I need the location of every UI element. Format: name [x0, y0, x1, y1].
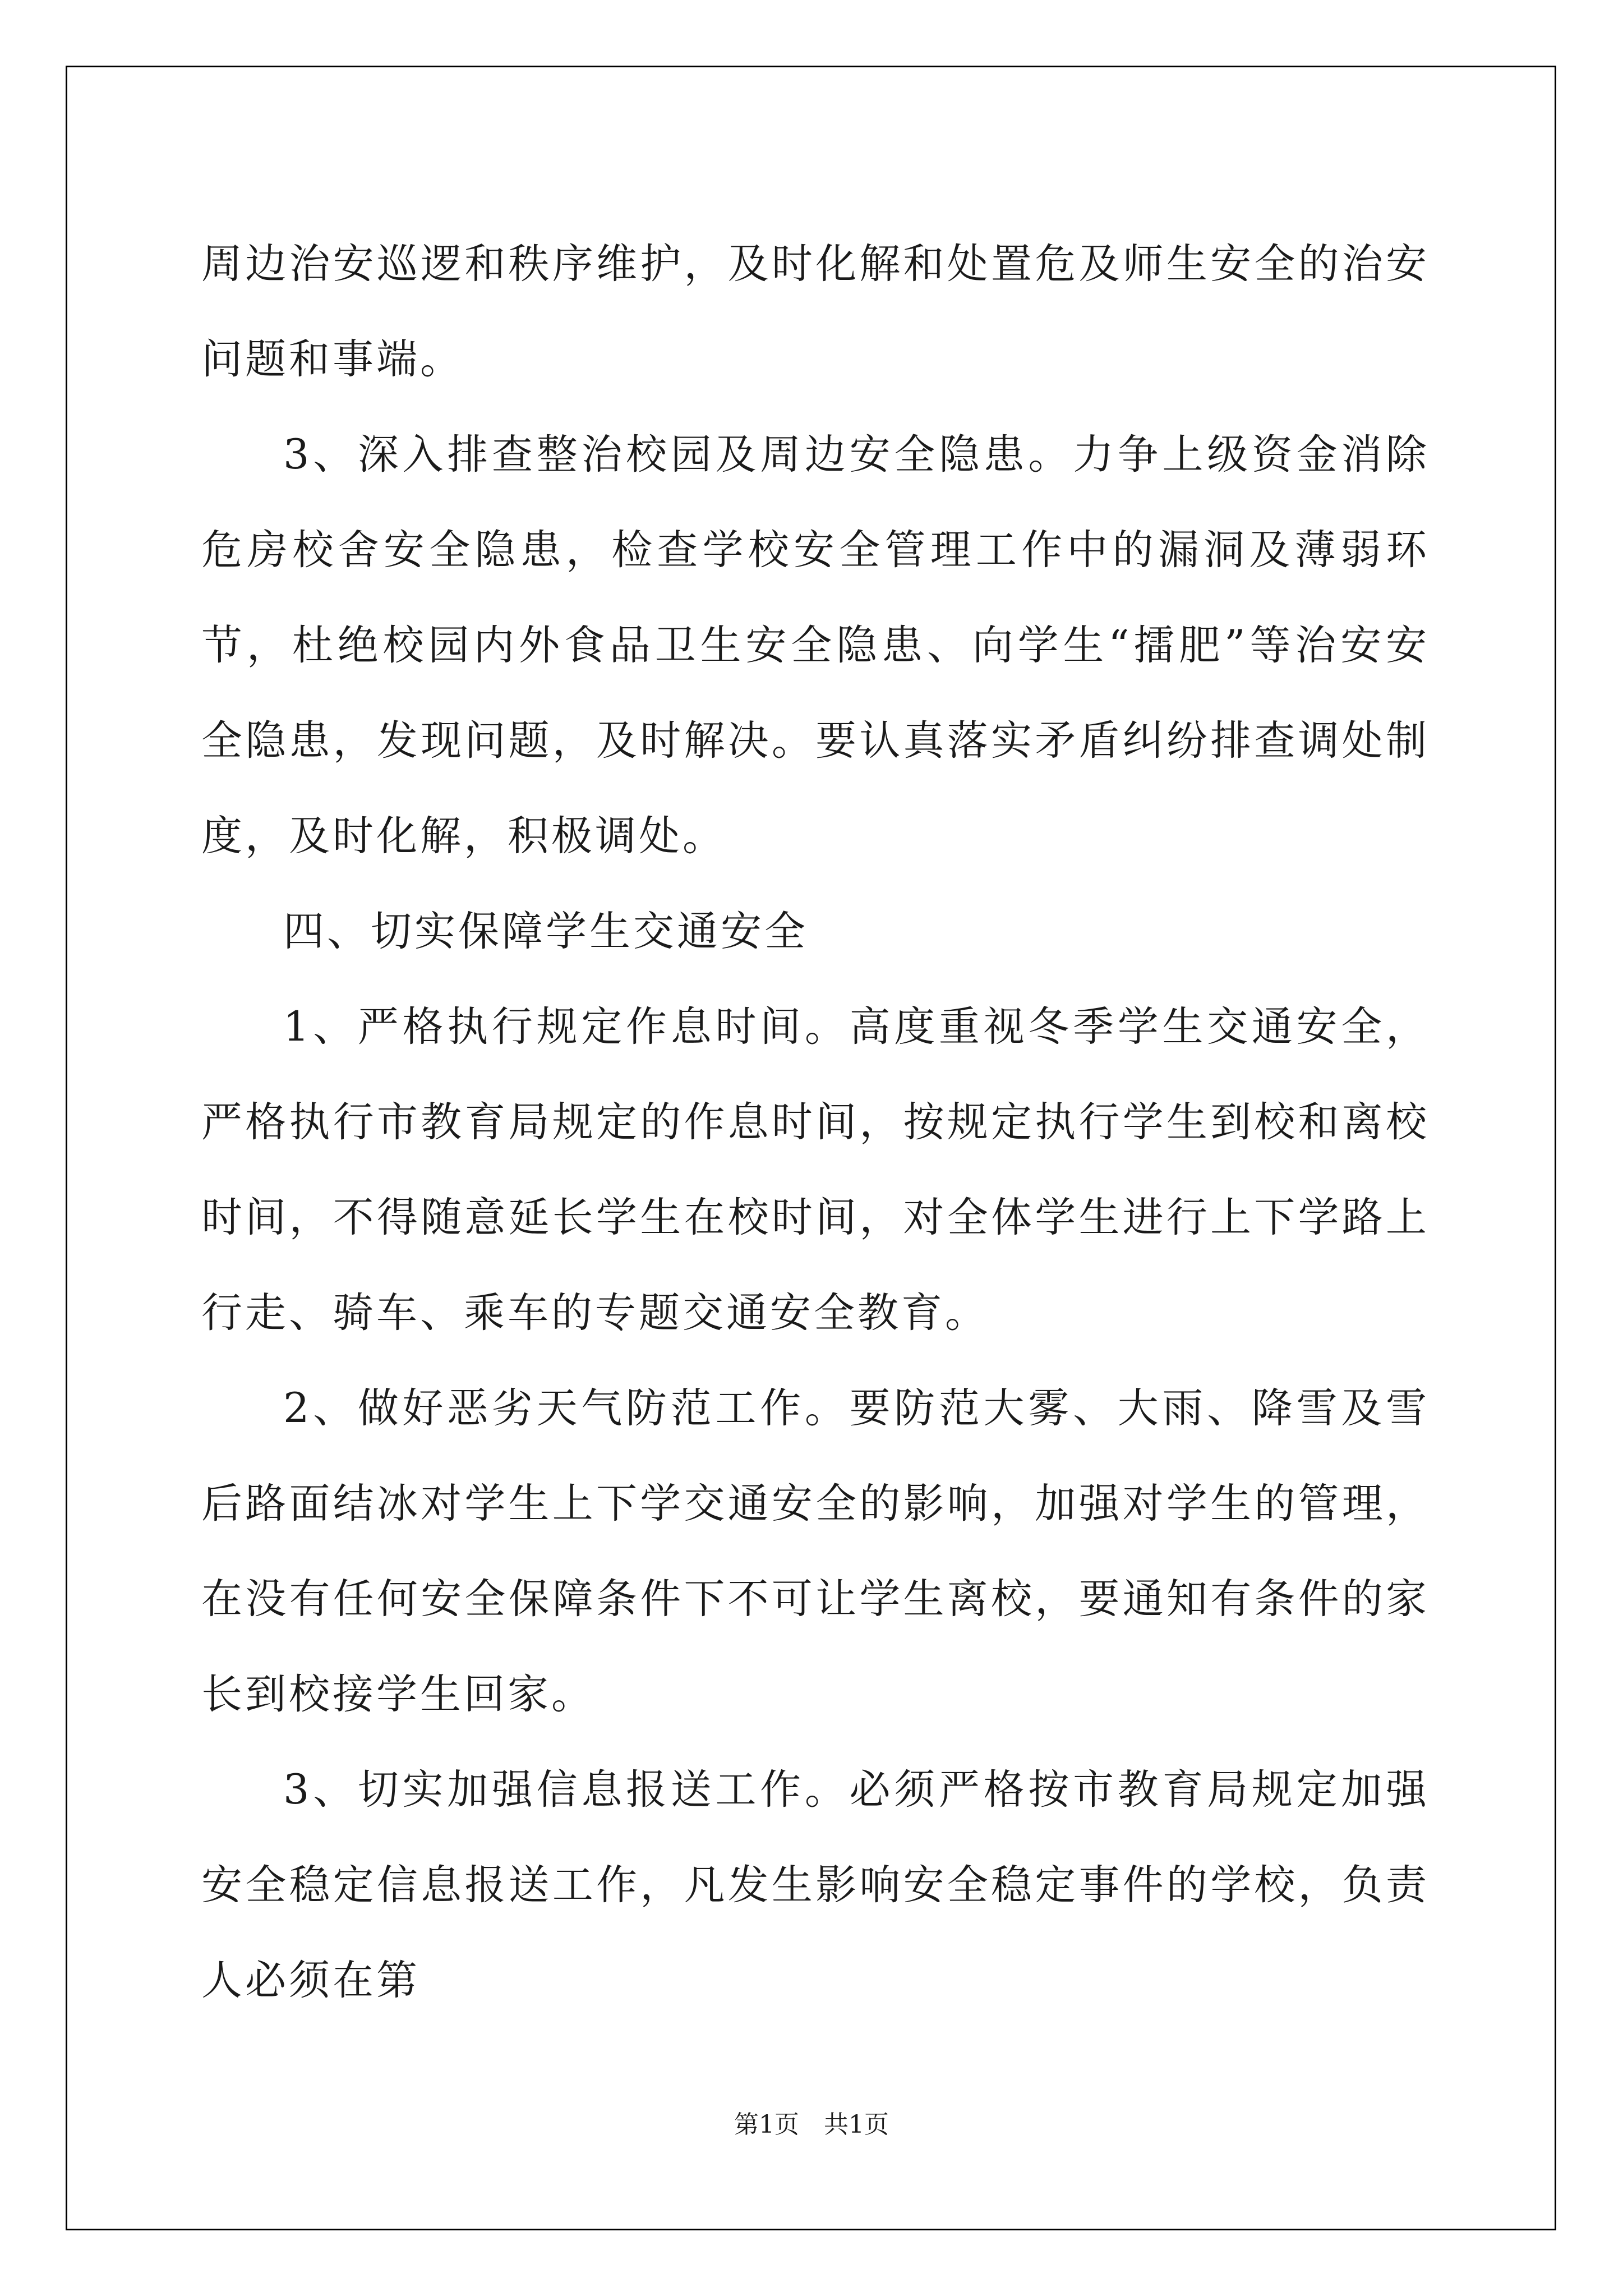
document-body: [201, 217, 1430, 2028]
paragraph-2: 3、深入排查整治校园及周边安全隐患。力争上级资金消除危房校舍安全隐患，检查学校安全管理工作中的漏洞及薄弱环节，杜绝校园内外食品卫生安全隐患、向学生“擂肥”等治安安全隐患，发现问题，及时解决。要认真落实矛盾纠纷排查调处制度，及时化解，积极调处。: [201, 431, 1430, 860]
paragraph-1: 周边治安巡逻和秩序维护，及时化解和处置危及师生安全的治安问题和事端。: [201, 240, 1430, 383]
page-number-footer: 第1页 共1页: [734, 2110, 889, 2139]
section-heading-4: 四、切实保障学生交通安全: [283, 908, 808, 955]
paragraph-5: 2、做好恶劣天气防范工作。要防范大雾、大雨、降雪及雪后路面结冰对学生上下学交通安全的影响，加强对学生的管理，在没有任何安全保障条件下不可让学生离校，要通知有条件的家长到校接学生回家。: [201, 1384, 1430, 1718]
paragraph-6: 3、切实加强信息报送工作。必须严格按市教育局规定加强安全稳定信息报送工作，凡发生影响安全稳定事件的学校，负责人必须在第: [201, 1766, 1430, 2004]
paragraph-4: 1、严格执行规定作息时间。高度重视冬季学生交通安全，严格执行市教育局规定的作息时间，按规定执行学生到校和离校时间，不得随意延长学生在校时间，对全体学生进行上下学路上行走、骑车、乘车的专题交通安全教育。: [201, 1003, 1430, 1337]
